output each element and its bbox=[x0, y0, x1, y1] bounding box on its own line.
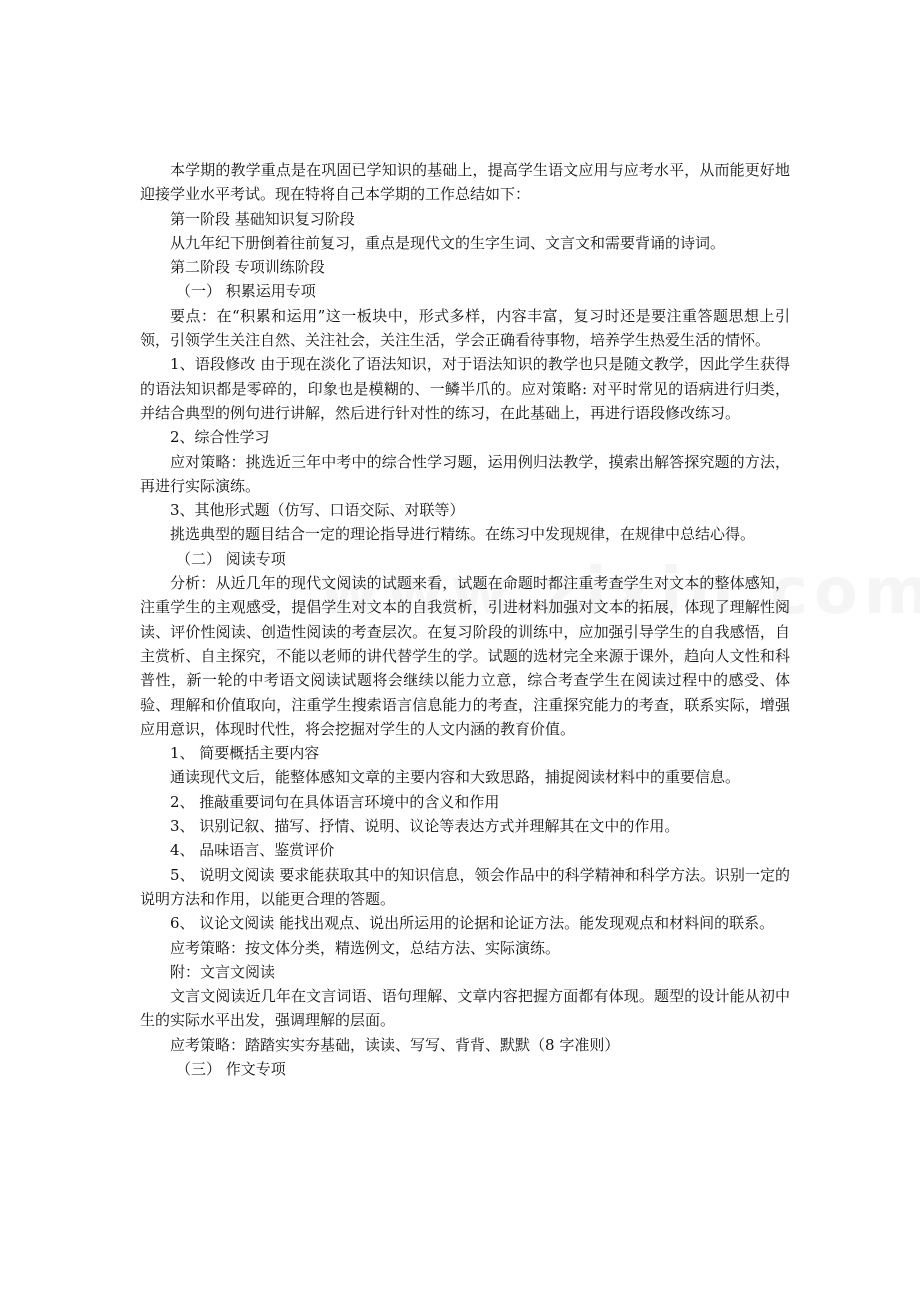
paragraph-comprehensive-strategy: 应对策略：挑选近三年中考中的综合性学习题，运用例归法教学，摸索出解答探究题的方法，再进行实际演练。 bbox=[140, 452, 790, 495]
heading-comprehensive-study: 2、综合性学习 bbox=[170, 428, 270, 447]
paragraph-reading-analysis: 分析：从近几年的现代文阅读的试题来看，试题在命题时都注重考查学生对文本的整体感知，注重学生的主观感受，提倡学生对文本的自我赏析，引进材料加强对文本的拓展，体现了理解性阅读、评价性阅读、创造性阅读的考查层次。在复习阶段的训练中，应加强引导学生的自我感悟，自主赏析、自主探究，不能以老师的讲代替学生的学。试题的选材完全来源于课外，趋向人文性和科普性，新一轮的中考语文阅读试题将会继续以能力立意，综合考查学生在阅读过程中的感受、体验、理解和价值取向，注重学生搜索语言信息能力的考查，注重探究能力的考查，联系实际，增强应用意识，体现时代性，将会挖掘对学生的人文内涵的教育价值。 bbox=[140, 574, 790, 738]
heading-section-three: （三） 作文专项 bbox=[176, 1059, 286, 1078]
heading-other-forms: 3、其他形式题（仿写、口语交际、对联等） bbox=[170, 501, 465, 520]
list-item-expository: 5、 说明文阅读 要求能获取其中的知识信息，领会作品中的科学精神和科学方法。识别一定的说明方法和作用，以能更合理的答题。 bbox=[140, 865, 790, 908]
list-item-summary: 1、 简要概括主要内容 bbox=[170, 744, 320, 763]
heading-stage-two: 第二阶段 专项训练阶段 bbox=[170, 258, 325, 277]
paragraph-stage-one: 从九年纪下册倒着往前复习，重点是现代文的生字生词、文言文和需要背诵的诗词。 bbox=[170, 233, 726, 252]
paragraph-intro: 本学期的教学重点是在巩固已学知识的基础上，提高学生语文应用与应考水平，从而能更好地迎接学业水平考试。现在特将自己本学期的工作总结如下： bbox=[140, 161, 790, 204]
paragraph-key-points: 要点：在“积累和运用”这一板块中，形式多样，内容丰富，复习时还是要注重答题思想上引领，引领学生关注自然、关注社会，关注生活，学会正确看待事物，培养学生热爱生活的情怀。 bbox=[140, 306, 790, 350]
paragraph-classical-reading: 文言文阅读近几年在文言词语、语句理解、文章内容把握方面都有体现。题型的设计能从初中生的实际水平出发，强调理解的层面。 bbox=[140, 987, 790, 1030]
paragraph-classical-strategy: 应考策略：踏踏实实夯基础，读读、写写、背背、默默（8 字准则） bbox=[170, 1035, 620, 1054]
list-item-argumentative: 6、 议论文阅读 能找出观点、说出所运用的论据和论证方法。能发现观点和材料间的联系。 bbox=[170, 914, 775, 933]
document-body bbox=[140, 158, 790, 1081]
heading-stage-one: 第一阶段 基础知识复习阶段 bbox=[170, 209, 355, 228]
heading-section-one: （一） 积累运用专项 bbox=[176, 282, 316, 301]
list-item-expression: 3、 识别记叙、描写、抒情、说明、议论等表达方式并理解其在文中的作用。 bbox=[170, 817, 680, 836]
paragraph-segment-revision: 1、语段修改 由于现在淡化了语法知识，对于语法知识的教学也只是随文教学，因此学生获得的语法知识都是零碎的，印象也是模糊的、一鳞半爪的。应对策略: 对平时常见的语病进行归类，并结合典型的例句进行讲解，然后进行针对性的练习，在此基础上，再进行语段修改练习。 bbox=[140, 355, 790, 422]
heading-classical-reading: 附：文言文阅读 bbox=[170, 962, 276, 981]
paragraph-exam-strategy: 应考策略：按文体分类，精选例文，总结方法、实际演练。 bbox=[170, 938, 561, 957]
list-item-language: 4、 品味语言、鉴赏评价 bbox=[170, 841, 335, 860]
paragraph-summary: 通读现代文后，能整体感知文章的主要内容和大致思路，捕捉阅读材料中的重要信息。 bbox=[170, 768, 741, 787]
paragraph-other-forms: 挑选典型的题目结合一定的理论指导进行精练。在练习中发现规律，在规律中总结心得。 bbox=[170, 525, 756, 544]
heading-section-two: （二） 阅读专项 bbox=[176, 549, 286, 568]
list-item-words: 2、 推敲重要词句在具体语言环境中的含义和作用 bbox=[170, 792, 500, 811]
